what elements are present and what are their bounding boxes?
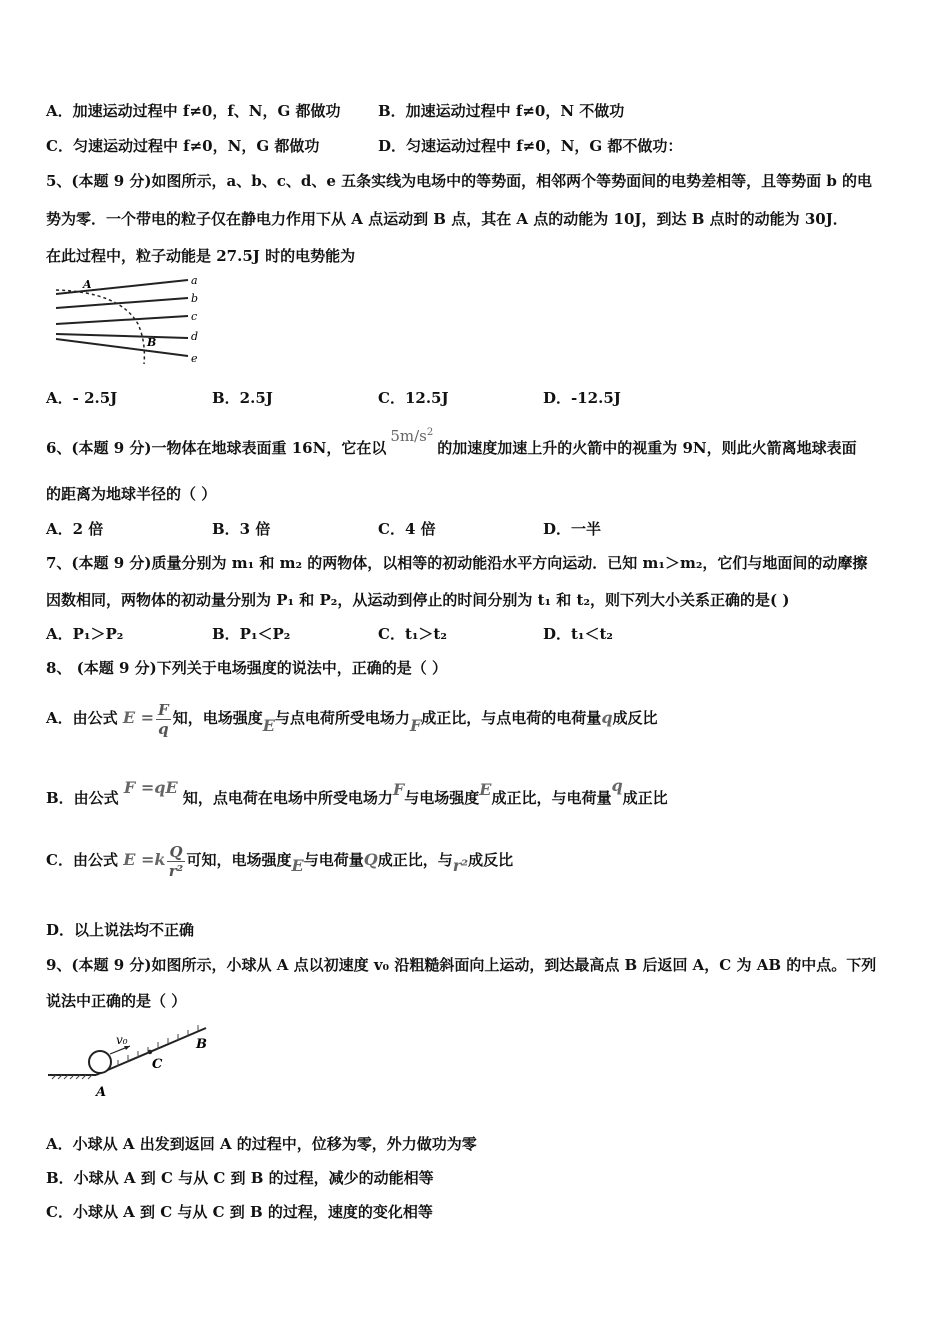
q7-stem-line2: 因数相同，两物体的初动量分别为 P₁ 和 P₂，从运动到停止的时间分别为 t₁ 和 t₂，则下列大小关系正确的是( ) xyxy=(46,591,790,609)
figure-label-e: e xyxy=(191,352,198,365)
q9-option-a: A．小球从 A 出发到返回 A 的过程中，位移为零，外力做功为零 xyxy=(46,1135,477,1153)
figure-label-B: B xyxy=(196,1037,207,1052)
q5-option-d: D．-12.5J xyxy=(543,389,621,407)
figure-label-c: c xyxy=(191,310,198,323)
q7-stem-line1: 7、(本题 9 分)质量分别为 m₁ 和 m₂ 的两物体，以相等的初动能沿水平方向运动．已知 m₁＞m₂，它们与地面间的动摩擦 xyxy=(46,554,868,572)
q5-option-b: B．2.5J xyxy=(212,389,273,407)
q4-option-d: D．匀速运动过程中 f≠0，N，G 都不做功： xyxy=(378,137,683,155)
q8-option-d: D．以上说法均不正确 xyxy=(46,921,195,939)
q8-option-a: A．由公式 E = $\frac{F}{q}$ 知，电场强度E与点电荷所受电场力F成正比，与点电荷的电荷量q成反比 xyxy=(46,700,658,738)
q6-option-c: C．4 倍 xyxy=(378,520,436,538)
figure-label-C: C xyxy=(152,1057,163,1072)
q6-option-a: A．2 倍 xyxy=(46,520,104,538)
figure-label-a: a xyxy=(191,274,198,287)
q5-stem-line3: 在此过程中，粒子动能是 27.5J 时的电势能为 xyxy=(46,247,356,265)
q4-option-c: C．匀速运动过程中 f≠0，N，G 都做功 xyxy=(46,137,320,155)
figure-label-v0: v₀ xyxy=(116,1033,128,1047)
q6-stem-line2: 的距离为地球半径的（ ） xyxy=(46,485,217,503)
q8-option-c: C．由公式 E =k $\frac{Q}{\text{r²}}$ 可知，电场强度E与电荷量Q成正比，与r²成反比 xyxy=(46,842,514,880)
q9-option-c: C．小球从 A 到 C 与从 C 到 B 的过程，速度的变化相等 xyxy=(46,1203,433,1221)
q7-option-c: C．t₁＞t₂ xyxy=(378,625,447,643)
q8-option-b: B．由公式 F =qE 知，点电荷在电场中所受电场力F与电场强度E成正比，与电荷量q成正比 xyxy=(46,776,668,807)
q9-option-b: B．小球从 A 到 C 与从 C 到 B 的过程，减少的动能相等 xyxy=(46,1169,434,1187)
q7-option-b: B．P₁＜P₂ xyxy=(212,625,291,643)
q6-stem-line1: 6、(本题 9 分)一物体在地球表面重 16N，它在以$5m/s^2$的加速度加速上升的火箭中的视重为 9N，则此火箭离地球表面 xyxy=(46,427,857,457)
figure-label-B: B xyxy=(147,336,157,349)
q4-option-a: A．加速运动过程中 f≠0，f、N，G 都做功 xyxy=(46,102,341,120)
q4-option-b: B．加速运动过程中 f≠0，N 不做功 xyxy=(378,102,625,120)
figure-label-d: d xyxy=(191,330,199,343)
q5-stem-line2: 势为零．一个带电的粒子仅在静电力作用下从 A 点运动到 B 点，其在 A 点的动能为 10J，到达 B 点时的动能为 30J． xyxy=(46,210,848,228)
figure-label-A: A xyxy=(83,278,92,291)
q5-option-a: A．- 2.5J xyxy=(46,389,118,407)
q9-stem-line1: 9、(本题 9 分)如图所示，小球从 A 点以初速度 v₀ 沿粗糙斜面向上运动，到达最高点 B 后返回 A，C 为 AB 的中点。下列 xyxy=(46,956,877,974)
q7-option-a: A．P₁＞P₂ xyxy=(46,625,124,643)
q6-acceleration: $5m/s^2$ xyxy=(390,427,434,445)
figure-label-A: A xyxy=(96,1085,107,1100)
q9-incline-figure xyxy=(46,1022,216,1102)
q9-stem-line2: 说法中正确的是（ ） xyxy=(46,992,187,1010)
q5-stem-line1: 5、(本题 9 分)如图所示，a、b、c、d、e 五条实线为电场中的等势面，相邻两个等势面间的电势差相等，且等势面 b 的电 xyxy=(46,172,873,190)
q5-option-c: C．12.5J xyxy=(378,389,449,407)
q7-option-d: D．t₁＜t₂ xyxy=(543,625,614,643)
q6-option-b: B．3 倍 xyxy=(212,520,271,538)
formula-fraction: $\frac{F}{q}$ xyxy=(158,700,169,738)
formula-fraction: $\frac{Q}{\text{r²}}$ xyxy=(168,842,184,880)
q8-stem: 8、 (本题 9 分)下列关于电场强度的说法中，正确的是（ ） xyxy=(46,659,447,677)
q6-option-d: D．一半 xyxy=(543,520,602,538)
figure-label-b: b xyxy=(191,292,199,305)
q5-equipotential-figure xyxy=(50,272,215,367)
